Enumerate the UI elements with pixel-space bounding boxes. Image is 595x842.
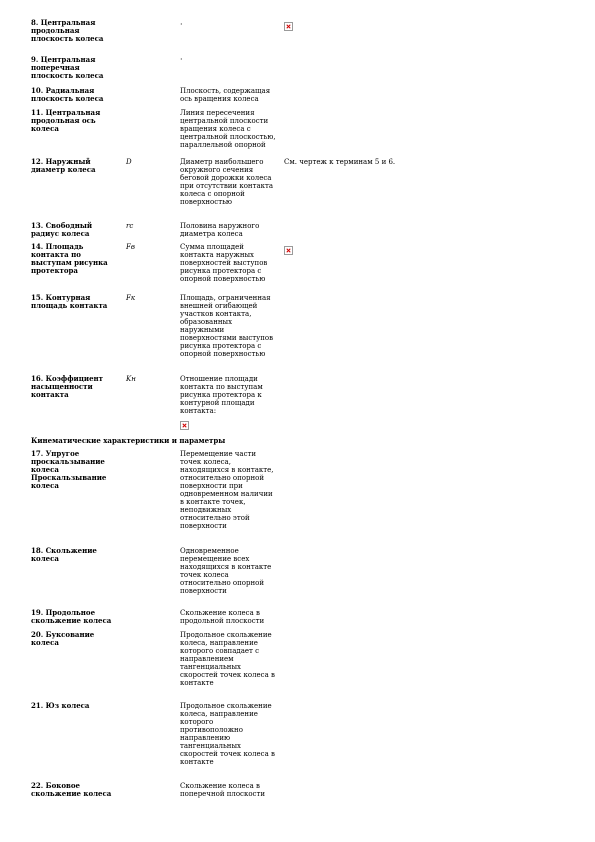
symbol-14: Fв <box>126 243 135 251</box>
term-21: 21. Юз колеса <box>31 701 90 710</box>
section-heading: Кинематические характеристики и параметры <box>31 436 226 445</box>
term-15: 15. Контурная площадь контакта <box>31 293 108 310</box>
term-12: 12. Наружный диаметр колеса <box>31 157 96 174</box>
definition-18: Одновременное перемещение всех находящихся в контакте точек колеса относительно опорной поверхности <box>180 547 272 595</box>
bullet-mark: · <box>180 55 183 64</box>
definition-11: Линия пересечения центральной плоскости вращения колеса с центральной плоскостью, параллельной опорной <box>180 109 276 149</box>
broken-image-icon <box>284 22 293 31</box>
definition-14: Сумма площадей контакта наружных поверхностей выступов рисунка протектора с опорной поверхностью <box>180 243 268 283</box>
definition-20: Продольное скольжение колеса, направление которого совпадает с направлением тангенциальных скоростей точек колеса в контакте <box>180 631 275 687</box>
definition-16: Отношение площади контакта по выступам рисунка протектора к контурной площади контакта: <box>180 375 263 415</box>
symbol-13: rc <box>126 222 134 230</box>
note-12: См. чертеж к терминам 5 и 6. <box>284 158 396 166</box>
term-18: 18. Скольжение колеса <box>31 546 97 563</box>
symbol-15: Fк <box>126 294 136 302</box>
bullet-mark: · <box>180 20 183 29</box>
definition-13: Половина наружного диаметра колеса <box>180 222 260 238</box>
term-16: 16. Коэффициент насыщенности контакта <box>31 374 104 399</box>
definition-21: Продольное скольжение колеса, направление которого противоположно направлению тангенциальных скоростей точек колеса в контакте <box>180 702 275 766</box>
term-17: 17. Упругое проскальзывание колеса Проскальзывание колеса <box>31 449 107 490</box>
term-8: 8. Центральная продольная плоскость колеса <box>31 18 104 43</box>
symbol-16: Kн <box>126 375 136 383</box>
broken-image-icon <box>284 246 293 255</box>
term-9: 9. Центральная поперечная плоскость колеса <box>31 55 104 80</box>
term-11: 11. Центральная продольная ось колеса <box>31 108 101 133</box>
term-19: 19. Продольное скольжение колеса <box>31 608 112 625</box>
definition-10: Плоскость, содержащая ось вращения колеса <box>180 87 271 103</box>
definition-15: Площадь, ограниченная внешней огибающей участков контакта, образованных наружными поверхностями выступов рисунка протектора с опорной поверхностью <box>180 294 274 358</box>
broken-image-icon <box>180 421 189 430</box>
term-14: 14. Площадь контакта по выступам рисунка протектора <box>31 242 108 275</box>
term-20: 20. Буксование колеса <box>31 630 95 647</box>
symbol-12: D <box>126 158 132 166</box>
definition-19: Скольжение колеса в продольной плоскости <box>180 609 265 625</box>
term-10: 10. Радиальная плоскость колеса <box>31 86 104 103</box>
definition-17: Перемещение части точек колеса, находящихся в контакте, относительно опорной поверхности при одновременном наличии в контакте точек, неподвижных относительно этой поверхности <box>180 450 274 530</box>
definition-22: Скольжение колеса в поперечной плоскости <box>180 782 266 798</box>
definition-12: Диаметр наибольшего окружного сечения беговой дорожки колеса при отсутствии контакта колеса с опорной поверхностью <box>180 158 274 206</box>
term-13: 13. Свободный радиус колеса <box>31 221 93 238</box>
term-22: 22. Боковое скольжение колеса <box>31 781 112 798</box>
